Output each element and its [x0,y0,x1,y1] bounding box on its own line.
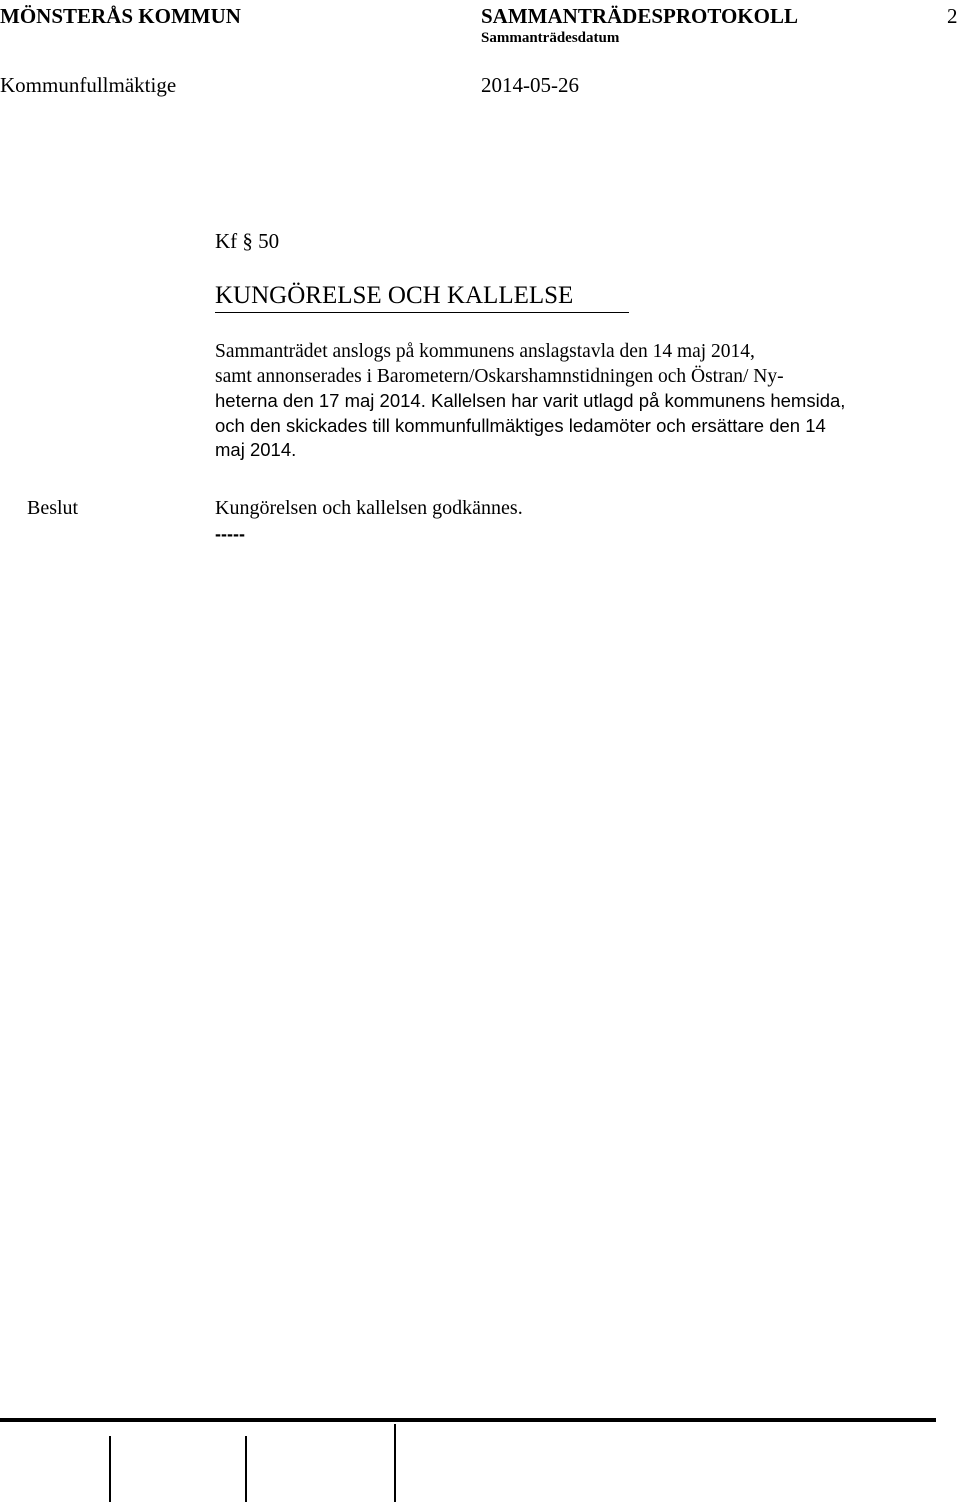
meeting-date: 2014-05-26 [481,73,579,97]
body-line: och den skickades till kommunfullmäktiges ledamöter och ersättare den 14 [215,414,826,436]
body-line: Sammanträdet anslogs på kommunens anslagstavla den 14 maj 2014, [215,341,755,362]
signature-field-divider [394,1424,396,1502]
committee-name: Kommunfullmäktige [0,73,177,97]
municipality-name: MÖNSTERÅS KOMMUN [0,4,241,28]
title-underline [215,312,629,313]
paragraph-reference: Kf § 50 [215,229,280,253]
decision-text: Kungörelsen och kallelsen godkännes. [215,497,523,519]
body-paragraph [215,340,935,463]
decision-label: Beslut [27,497,79,519]
body-line: samt annonserades i Barometern/Oskarshamnstidningen och Östran/ Ny- [215,365,784,387]
body-line: maj 2014. [215,439,297,460]
page-number: 2 [947,4,958,28]
body-line: heterna den 17 maj 2014. Kallelsen har varit utlagd på kommunens hemsida, [215,390,846,411]
section-title: KUNGÖRELSE OCH KALLELSE [215,282,574,309]
signature-divider [0,1418,936,1422]
date-label: Sammanträdesdatum [481,30,620,46]
signature-field-divider [109,1436,111,1502]
document-type: SAMMANTRÄDESPROTOKOLL [481,4,798,28]
end-marker: ----- [215,524,245,544]
signature-field-divider [245,1436,247,1502]
